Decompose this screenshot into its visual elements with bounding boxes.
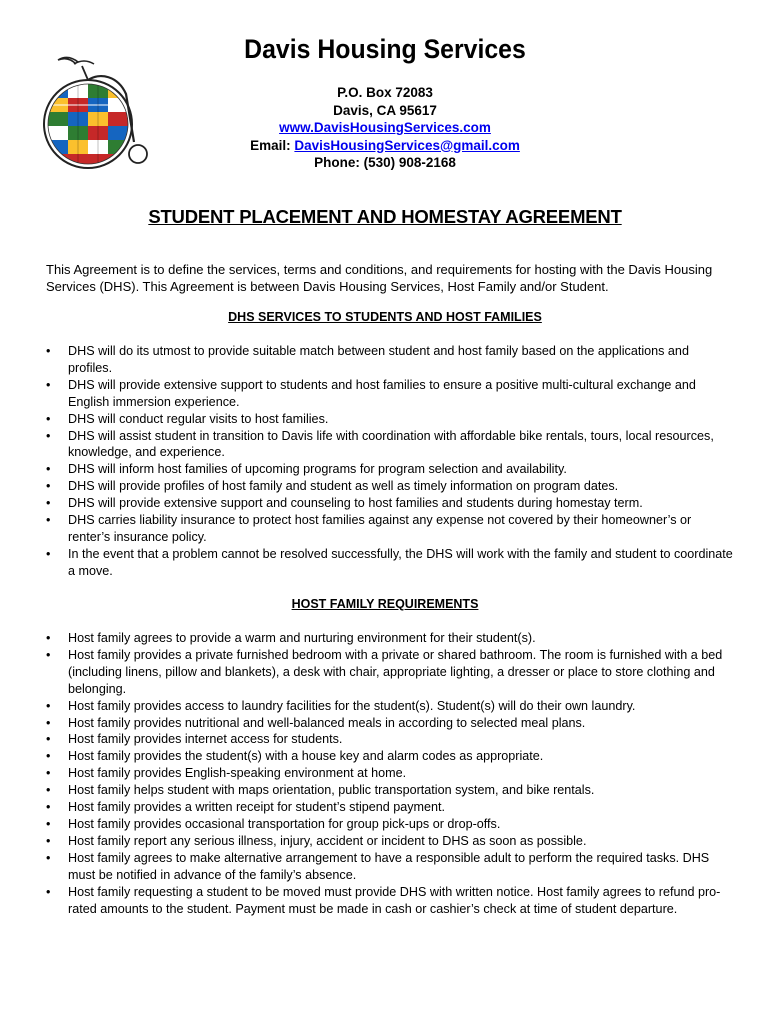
list-item: • DHS will conduct regular visits to host families.	[46, 411, 736, 428]
list-item: • Host family agrees to provide a warm and nurturing environment for their student(s).	[46, 630, 736, 647]
dhs-services-list	[46, 343, 736, 580]
agreement-title: STUDENT PLACEMENT AND HOMESTAY AGREEMENT	[148, 206, 622, 227]
list-item: • DHS carries liability insurance to protect host families against any expense not covered by their homeowner’s or renter’s insurance policy.	[46, 512, 736, 546]
list-item: • Host family helps student with maps orientation, public transportation system, and bike rentals.	[46, 782, 736, 799]
organization-name: Davis Housing Services	[244, 34, 526, 64]
intro-paragraph: This Agreement is to define the services, terms and conditions, and requirements for hosting with the Davis Housing Services (DHS). This Agreement is between Davis Housing Services, Host Family and/or Student.	[46, 262, 713, 294]
list-item: • Host family provides English-speaking environment at home.	[46, 765, 736, 782]
list-item: • DHS will assist student in transition to Davis life with coordination with affordable bike rentals, tours, local resources, knowledge, and experience.	[46, 428, 736, 462]
list-item: • Host family agrees to make alternative arrangement to have a responsible adult to perform the required tasks. DHS must be notified in advance of the family’s absence.	[46, 850, 736, 884]
list-item: • Host family provides nutritional and well-balanced meals in according to selected meal plans.	[46, 715, 736, 732]
city-address: Davis, CA 95617	[333, 102, 437, 118]
host-requirements-heading: HOST FAMILY REQUIREMENTS	[291, 597, 479, 611]
list-item: • Host family provides occasional transportation for group pick-ups or drop-offs.	[46, 816, 736, 833]
list-item: • DHS will provide extensive support and counseling to host families and students during homestay term.	[46, 495, 736, 512]
email-line	[200, 137, 570, 155]
list-item: • DHS will inform host families of upcoming programs for program selection and availability.	[46, 461, 736, 478]
list-item: • Host family provides internet access for students.	[46, 731, 736, 748]
email-link[interactable]: DavisHousingServices@gmail.com	[294, 137, 520, 153]
list-item: • Host family provides a written receipt for student’s stipend payment.	[46, 799, 736, 816]
host-requirements-list	[46, 630, 736, 917]
list-item: • In the event that a problem cannot be resolved successfully, the DHS will work with the family and student to coordinate a move.	[46, 546, 736, 580]
list-item: • DHS will provide extensive support to students and host families to ensure a positive multi-cultural exchange and English immersion experience.	[46, 377, 736, 411]
list-item: • Host family provides the student(s) with a house key and alarm codes as appropriate.	[46, 748, 736, 765]
list-item: • Host family provides access to laundry facilities for the student(s). Student(s) will do their own laundry.	[46, 698, 736, 715]
list-item: • Host family report any serious illness, injury, accident or incident to DHS as soon as possible.	[46, 833, 736, 850]
letterhead	[200, 32, 570, 172]
website-link[interactable]: www.DavisHousingServices.com	[279, 120, 491, 135]
list-item: • Host family requesting a student to be moved must provide DHS with written notice. Host family agrees to refund pro-rated amounts to the student. Payment must be made in cash or cashier’s check at time of student departure.	[46, 884, 736, 918]
po-box: P.O. Box 72083	[337, 85, 433, 100]
dhs-services-heading: DHS SERVICES TO STUDENTS AND HOST FAMILIES	[228, 310, 542, 324]
globe-bicycle-logo-icon	[38, 42, 156, 170]
phone-line: Phone: (530) 908-2168	[314, 155, 456, 170]
list-item: • Host family provides a private furnished bedroom with a private or shared bathroom. The room is furnished with a bed (including linens, pillow and blankets), a desk with chair, appropriate lighting, a dresser or place to store clothing and belonging.	[46, 647, 736, 698]
list-item: • DHS will provide profiles of host family and student as well as timely information on program dates.	[46, 478, 736, 495]
email-label: Email:	[250, 137, 291, 153]
list-item: • DHS will do its utmost to provide suitable match between student and host family based on the applications and profiles.	[46, 343, 736, 377]
